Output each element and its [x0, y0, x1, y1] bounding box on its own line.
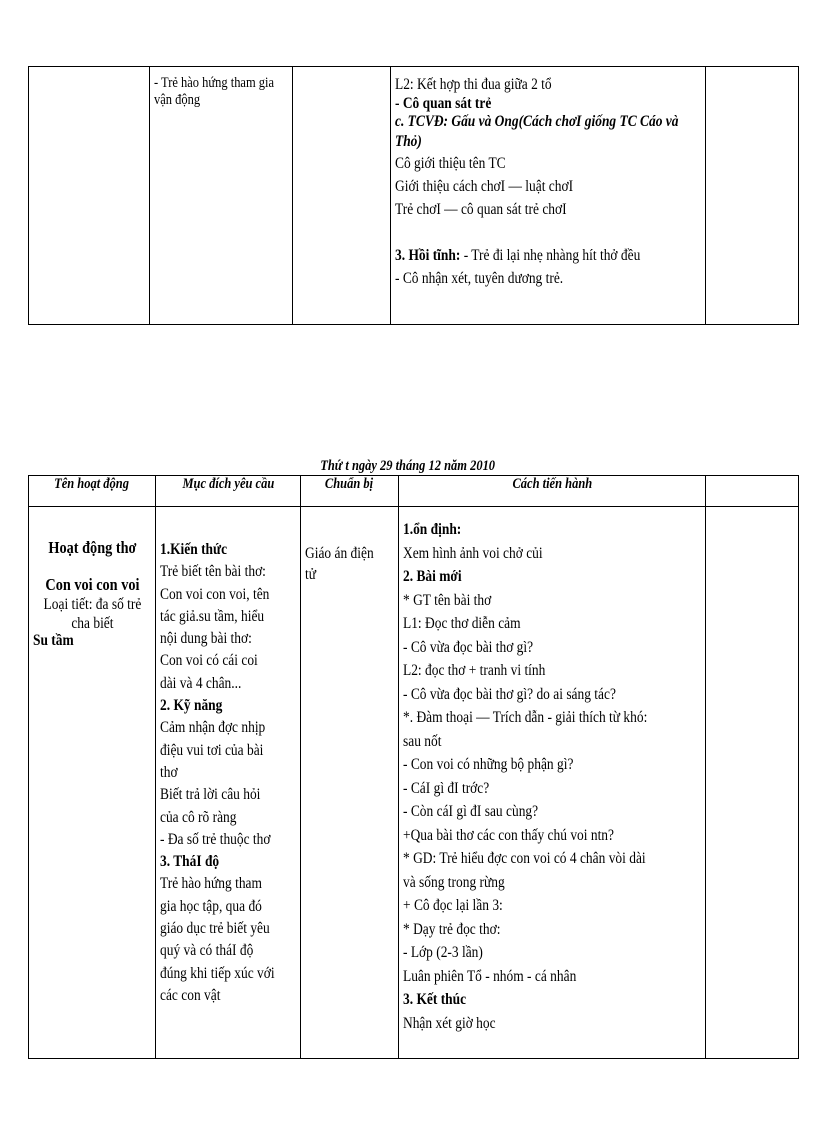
list-line: các con vật — [160, 986, 221, 1004]
t1-step-line: Trẻ chơI — cô quan sát trẻ chơI — [395, 201, 567, 218]
lesson-type-line: Loại tiết: đa số trẻ — [43, 596, 141, 613]
list-line: - Cô vừa đọc bài thơ gì? — [403, 638, 534, 656]
t1-spacer — [395, 221, 701, 244]
objectives-cell — [156, 507, 301, 1059]
notes-cell — [706, 507, 799, 1059]
list-line: - Lớp (2-3 lần) — [403, 944, 483, 961]
list-line: * Dạy trẻ đọc thơ: — [403, 920, 501, 938]
section-heading: 2. Kỹ năng — [160, 697, 223, 715]
t1-step-line: Giới thiệu cách chơI — luật chơI — [395, 178, 574, 195]
list-line: điệu vui tơi của bài — [160, 741, 264, 759]
header-notes — [706, 476, 799, 507]
list-line: thơ — [160, 763, 178, 781]
t1-col1-cell — [29, 67, 150, 325]
section-heading: 1.Kiến thức — [160, 541, 228, 558]
preparation-line: tử — [305, 566, 317, 583]
date-heading — [0, 458, 816, 475]
list-line: *. Đàm thoại — Trích dẫn - giải thích từ khó: — [403, 709, 648, 726]
t1-col2-line: - Trẻ hào hứng tham gia — [154, 75, 275, 91]
list-line: dài và 4 chân... — [160, 674, 242, 692]
lesson-type-line: cha biết — [70, 615, 114, 632]
header-objectives: Mục đích yêu cầu — [156, 476, 301, 507]
poem-name: Con voi con voi — [44, 575, 140, 594]
list-line: Xem hình ảnh voi chở củi — [403, 544, 543, 562]
header-activity-name: Tên hoạt động — [29, 476, 156, 507]
list-line: L2: đọc thơ + tranh vi tính — [403, 662, 546, 679]
list-line: của cô rõ ràng — [160, 808, 237, 826]
t1-col5-cell — [706, 67, 799, 325]
objectives-list — [160, 507, 296, 1007]
list-line: đúng khi tiếp xúc với — [160, 964, 275, 982]
list-line: giáo dục trẻ biết yêu — [160, 920, 270, 938]
header-preparation: Chuẩn bị — [301, 476, 399, 507]
preparation-line: Giáo án điện — [305, 545, 374, 562]
list-line: * GD: Trẻ hiểu đợc con voi có 4 chân vòi dài — [403, 850, 646, 867]
activity-table-continued — [28, 66, 799, 325]
list-line: - Còn cáI gì đI sau cùng? — [403, 803, 539, 820]
list-line: Nhận xét giờ học — [403, 1014, 496, 1032]
list-line: Luân phiên Tổ - nhóm - cá nhân — [403, 967, 577, 985]
list-line: sau nốt — [403, 732, 442, 750]
section-heading: 1.ổn định: — [403, 521, 462, 538]
list-line: quý và có tháI độ — [160, 942, 254, 960]
list-line: L1: Đọc thơ diễn cảm — [403, 615, 521, 632]
list-line: Con voi có cái coi — [160, 652, 258, 670]
list-line: * GT tên bài thơ — [403, 591, 492, 609]
list-line: tác giả.su tầm, hiểu — [160, 607, 265, 625]
list-line: - Cô vừa đọc bài thơ gì? do ai sáng tác? — [403, 685, 616, 703]
activity-title: Hoạt động thơ — [47, 538, 137, 557]
date-heading-text: Thứ t ngày 29 tháng 12 năm 2010 — [320, 458, 496, 474]
collected-label: Su tầm — [33, 632, 74, 649]
cool-down-heading: 3. Hồi tĩnh: — [395, 247, 461, 264]
list-line: +Qua bài thơ các con thấy chú voi ntn? — [403, 826, 614, 844]
t1-step-line: L2: Kết hợp thi đua giữa 2 tổ — [395, 76, 552, 93]
header-procedure: Cách tiến hành — [399, 476, 706, 507]
t1-step-line — [395, 244, 701, 267]
t1-col4-cell — [391, 67, 706, 325]
procedure-cell — [399, 507, 706, 1059]
list-line: Cảm nhận đợc nhịp — [160, 719, 266, 737]
list-line: và sống trong rừng — [403, 873, 505, 891]
t1-step-line: c. TCVĐ: Gấu và Ong(Cách chơI giống TC Cáo và — [395, 113, 679, 130]
list-line: Con voi con voi, tên — [160, 585, 270, 603]
t1-step-line: - Cô quan sát trẻ — [395, 95, 492, 112]
activity-plan-table — [28, 475, 799, 1059]
header-row — [29, 476, 799, 507]
t1-step-line: Cô giới thiệu tên TC — [395, 155, 506, 172]
section-heading: 2. Bài mới — [403, 568, 462, 585]
list-line: nội dung bài thơ: — [160, 630, 252, 648]
list-line: Biết trả lời câu hỏi — [160, 786, 261, 804]
section-heading: 3. TháI độ — [160, 853, 220, 871]
t1-col3-cell — [293, 67, 391, 325]
list-line: gia học tập, qua đó — [160, 897, 262, 915]
list-line: Trẻ hào hứng tham — [160, 875, 262, 893]
list-line: + Cô đọc lại lần 3: — [403, 897, 503, 914]
t1-col2-line: vận động — [154, 92, 201, 109]
t1-col2-cell — [150, 67, 293, 325]
preparation-cell — [301, 507, 399, 1059]
section-heading: 3. Kết thúc — [403, 991, 467, 1008]
procedure-list — [403, 507, 701, 1035]
t1-step-line: - Cô nhận xét, tuyên dương trẻ. — [395, 270, 564, 287]
t1-step-line: Thỏ) — [395, 133, 422, 150]
cool-down-text: - Trẻ đi lại nhẹ nhàng hít thở đều — [460, 247, 641, 264]
list-line: - Con voi có những bộ phận gì? — [403, 756, 574, 773]
list-line: Trẻ biết tên bài thơ: — [160, 563, 266, 581]
activity-name-cell — [29, 507, 156, 1059]
list-line: - CáI gì đI trớc? — [403, 779, 490, 797]
list-line: - Đa số trẻ thuộc thơ — [160, 830, 271, 848]
activity-row — [29, 507, 799, 1059]
